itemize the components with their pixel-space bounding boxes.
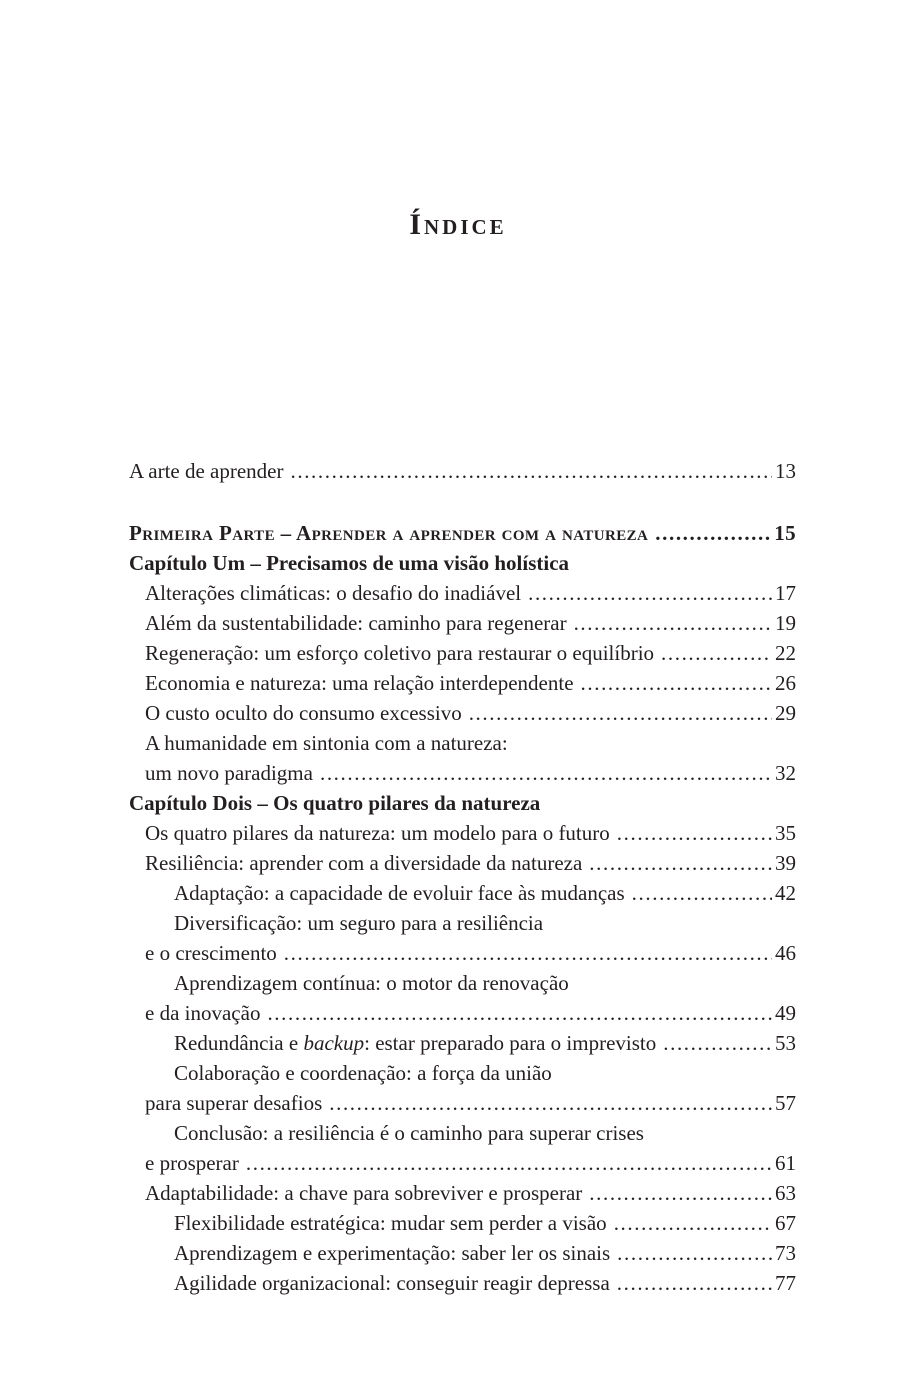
toc-entry-label: Agilidade organizacional: conseguir reagir depressa [174,1271,610,1295]
page-number: 22 [775,641,796,665]
toc-entry-label: Diversificação: um seguro para a resiliência [174,911,544,935]
toc-entry [129,728,796,758]
toc-entry-label: Adaptabilidade: a chave para sobreviver e prosperar [145,1181,583,1205]
toc-entry [129,878,796,908]
toc-entry-label: para superar desafios [145,1091,323,1115]
toc-entry-label: Os quatro pilares da natureza: um modelo para o futuro [145,821,610,845]
toc-entry-label: Capítulo Dois – Os quatro pilares da natureza [129,791,541,815]
toc-entry [129,938,796,968]
dot-leader [589,1178,772,1208]
toc-entry-label: Capítulo Um – Precisamos de uma visão holística [129,551,570,575]
page-number: 17 [775,581,796,605]
page-number: 42 [775,881,796,905]
toc-entry [129,1238,796,1268]
toc-entry [129,1088,796,1118]
dot-leader [469,698,772,728]
dot-leader [663,1028,772,1058]
page-number: 53 [775,1031,796,1055]
dot-leader [246,1148,772,1178]
toc-entry-label: Primeira Parte – Aprender a aprender com a natureza [129,521,649,545]
page-number: 49 [775,1001,796,1025]
page-title: Índice [409,208,507,241]
toc-entry [129,998,796,1028]
toc-entry-label: e o crescimento [145,941,277,965]
toc-entry [129,788,796,818]
toc-entry-label: Aprendizagem contínua: o motor da renovação [174,971,569,995]
toc-entry [129,1178,796,1208]
dot-leader [528,578,772,608]
dot-leader [614,1208,772,1238]
dot-leader [617,818,772,848]
toc-entry-label: e prosperar [145,1151,239,1175]
page-number: 57 [775,1091,796,1115]
dot-leader [574,608,772,638]
toc-entry-label: Colaboração e coordenação: a força da união [174,1061,552,1085]
dot-leader [661,638,772,668]
toc-entry [129,1058,796,1088]
toc-entry [129,968,796,998]
toc-entry [129,848,796,878]
page-number: 19 [775,611,796,635]
toc-entry [129,518,796,548]
toc-entry [129,1148,796,1178]
toc-entry [129,1208,796,1238]
toc-entry [129,608,796,638]
toc-entry [129,456,796,486]
toc-entry-label: Redundância e backup: estar preparado para o imprevisto [174,1031,657,1055]
page-number: 35 [775,821,796,845]
toc-entry-label: Economia e natureza: uma relação interdependente [145,671,574,695]
toc-entry-label: A arte de aprender [129,459,284,483]
dot-leader [617,1238,772,1268]
toc-entry-label: Flexibilidade estratégica: mudar sem perder a visão [174,1211,607,1235]
dot-leader [329,1088,772,1118]
page-number: 39 [775,851,796,875]
toc-entry-label: e da inovação [145,1001,261,1025]
dot-leader [320,758,772,788]
toc-entry-label: A humanidade em sintonia com a natureza: [145,731,508,755]
toc-entry [129,908,796,938]
toc-entry-label: um novo paradigma [145,761,313,785]
page-number: 73 [775,1241,796,1265]
dot-leader [284,938,772,968]
page-number: 61 [775,1151,796,1175]
dot-leader [617,1268,772,1298]
toc-entry [129,578,796,608]
page-number: 32 [775,761,796,785]
toc-entry-label: Aprendizagem e experimentação: saber ler os sinais [174,1241,611,1265]
toc-entry [129,818,796,848]
toc-entry-label: Resiliência: aprender com a diversidade da natureza [145,851,583,875]
page-number: 15 [774,521,796,545]
page-number: 67 [775,1211,796,1235]
toc-entry [129,638,796,668]
toc-entry [129,1028,796,1058]
toc-entry-label: Além da sustentabilidade: caminho para regenerar [145,611,567,635]
dot-leader [589,848,772,878]
toc-entry [129,758,796,788]
dot-leader [291,456,773,486]
toc-entry [129,1118,796,1148]
toc-entry-label: Regeneração: um esforço coletivo para restaurar o equilíbrio [145,641,655,665]
page-number: 63 [775,1181,796,1205]
toc-entry-label: Adaptação: a capacidade de evoluir face às mudanças [174,881,625,905]
page-number: 46 [775,941,796,965]
dot-leader [655,518,771,548]
toc-entry [129,548,796,578]
toc-list [129,456,796,1298]
toc-entry [129,1268,796,1298]
dot-leader [267,998,772,1028]
toc-entry [129,698,796,728]
toc-entry-label: O custo oculto do consumo excessivo [145,701,462,725]
dot-leader [581,668,772,698]
page-number: 77 [775,1271,796,1295]
page-number: 13 [775,459,796,483]
toc-entry-label: Alterações climáticas: o desafio do inadiável [145,581,522,605]
toc-entry [129,668,796,698]
toc-entry-label: Conclusão: a resiliência é o caminho para superar crises [174,1121,644,1145]
dot-leader [632,878,772,908]
page-number: 26 [775,671,796,695]
page-number: 29 [775,701,796,725]
